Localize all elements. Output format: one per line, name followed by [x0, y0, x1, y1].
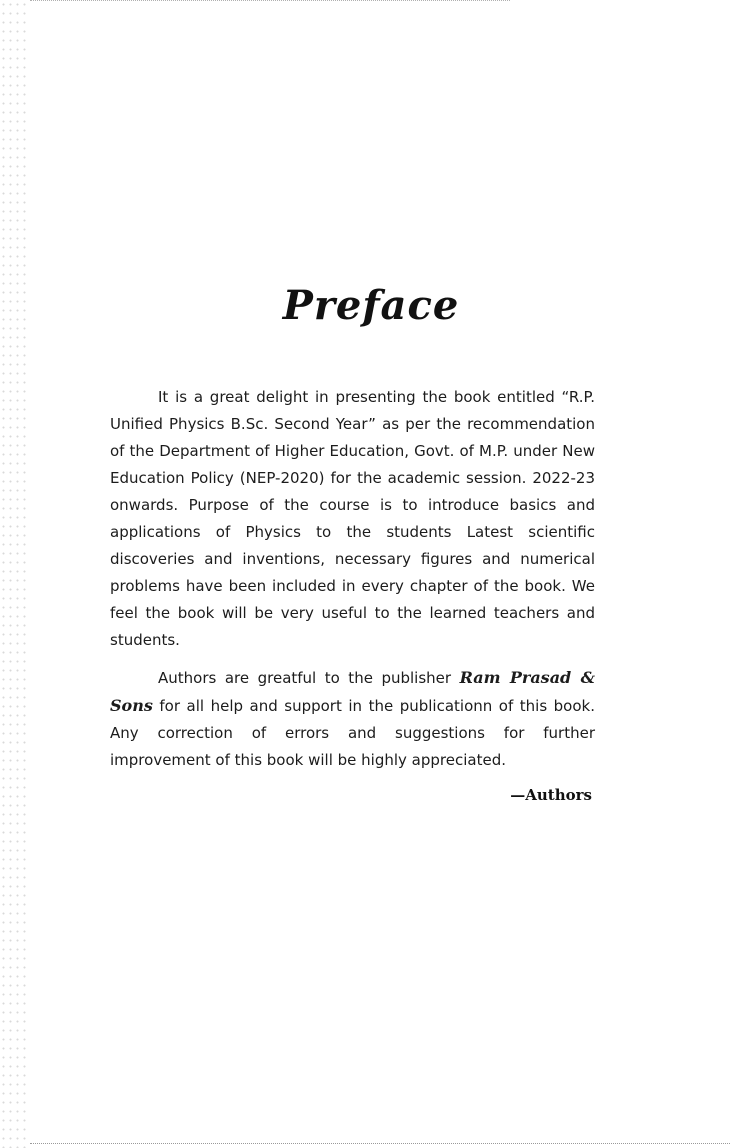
scan-edge-bottom — [30, 1140, 730, 1144]
scan-edge-top — [30, 0, 510, 3]
paragraph-2-start: Authors are greatful to the publisher — [158, 669, 460, 687]
paragraph-2 — [110, 664, 595, 774]
signature: —Authors — [510, 786, 592, 804]
scan-edge-noise — [0, 0, 30, 1148]
publisher-name: Ram Prasad & Sons — [110, 668, 596, 715]
paragraph-1: It is a great delight in presenting the book entitled “R.P. Unified Physics B.Sc. Second Year” as per the recommendation of the Department of Higher Education, Govt. of M.P. under New Education Policy (NEP-2020) for the academic session. 2022-23 onwards. Purpose of the course is to introduce basics and applications of Physics to the students Latest scientific discoveries and inventions, necessary figures and numerical problems have been included in every chapter of the book. We feel the book will be very useful to the learned teachers and students. — [110, 388, 595, 649]
page-title: Preface — [282, 282, 460, 329]
paragraph-2-end: for all help and support in the publicationn of this book. Any correction of errors and suggestions for further improvement of this book will be highly appreciated. — [110, 697, 595, 769]
preface-body — [110, 384, 595, 774]
